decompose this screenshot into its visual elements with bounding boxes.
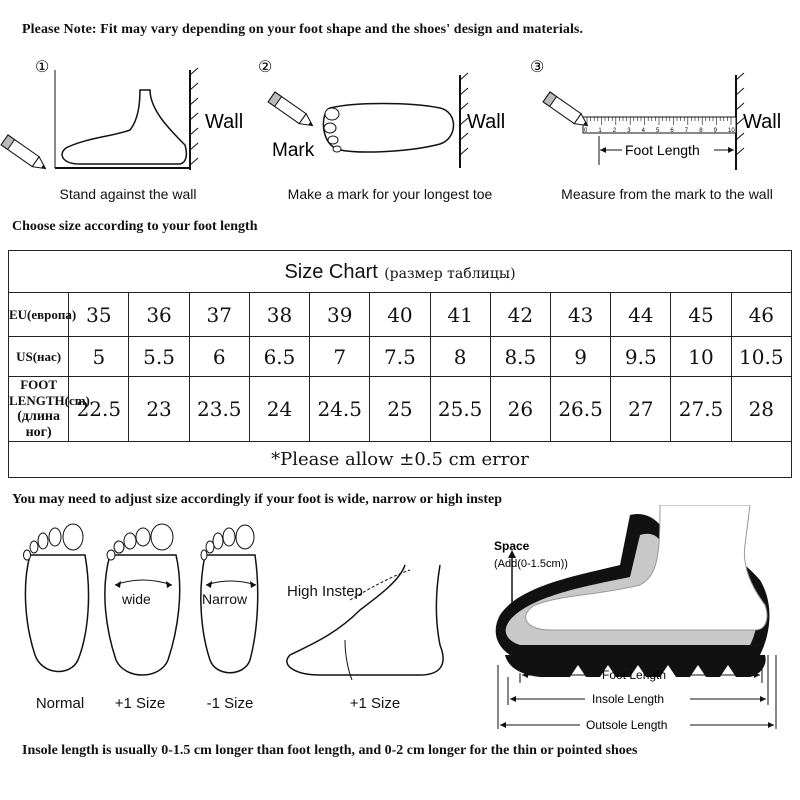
us-size-cell: 7 [310,337,370,377]
high-instep-caption: +1 Size [349,695,401,712]
space-label: Space [494,539,530,553]
space-sub-label: (Add(0-1.5cm)) [494,558,568,570]
step-number: ③ [530,59,545,76]
ruler-tick-label: 3 [627,128,631,134]
foot-sole-icon [323,104,453,153]
step-number: ② [258,59,273,76]
us-size-cell: 8 [430,337,490,377]
foot-length-dim-label: Foot Length [602,668,667,682]
wide-caption: +1 Size [114,695,166,712]
high-instep-label: High Instep [287,583,363,600]
us-size-cell: 5.5 [129,337,189,377]
insole-length-label: Insole Length [592,692,665,706]
step-3 [530,59,781,170]
shoe-diagram [480,505,795,740]
eu-size-cell: 46 [731,293,791,337]
foot-length-cell: 26 [490,377,550,442]
foot-normal [24,524,89,671]
step-3-caption: Measure from the mark to the wall [561,186,773,202]
ruler-tick-label: 7 [684,128,689,134]
error-note: *Please allow ±0.5 cm error [9,442,792,478]
foot-length-label-line1: FOOT LENGTH(cm) [9,377,90,408]
eu-size-cell: 38 [249,293,309,337]
foot-length-cell: 24 [249,377,309,442]
pencil-icon [1,135,49,174]
us-size-cell: 9.5 [611,337,671,377]
pencil-icon [543,92,591,131]
step-number: ① [35,59,50,76]
ruler-tick-label: 0 [584,128,588,134]
foot-side-icon [287,565,443,675]
pencil-icon [268,92,316,131]
ruler-tick-label: 8 [699,128,703,134]
step-2-caption: Make a mark for your longest toe [287,186,493,202]
foot-outline-icon [105,555,180,675]
size-chart-subtitle: (размер таблицы) [384,266,516,282]
us-size-cell: 9 [550,337,610,377]
step-1-caption: Stand against the wall [59,186,197,202]
size-chart-title: Size Chart [284,261,378,283]
eu-size-cell: 44 [611,293,671,337]
eu-label: EU(европа) [9,293,69,337]
us-size-cell: 10.5 [731,337,791,377]
foot-length-cell: 23.5 [189,377,249,442]
foot-length-cell: 28 [731,377,791,442]
foot-length-cell: 27.5 [671,377,731,442]
eu-size-cell: 45 [671,293,731,337]
us-size-cell: 6 [189,337,249,377]
mark-label: Mark [272,140,315,161]
foot-length-cell: 24.5 [310,377,370,442]
ruler-tick-label: 9 [713,128,717,134]
foot-length-cell: 23 [129,377,189,442]
insole-note: Insole length is usually 0-1.5 cm longer than foot length, and 0-2 cm longer for the thin or pointed shoes [22,743,638,758]
eu-size-cell: 42 [490,293,550,337]
narrow-label: Narrow [202,591,248,607]
choose-size-heading: Choose size according to your foot length [12,219,258,234]
ruler-tick-label: 2 [612,128,617,134]
eu-size-cell: 41 [430,293,490,337]
step-1 [1,59,243,174]
normal-caption: Normal [35,695,85,712]
wall-label: Wall [743,111,782,133]
adjust-note: You may need to adjust size accordingly if your foot is wide, narrow or high instep [12,492,503,507]
ruler-tick-label: 10 [728,128,735,134]
foot-length-cell: 22.5 [69,377,129,442]
foot-length-cell: 26.5 [550,377,610,442]
size-chart-title-cell [9,251,792,293]
foot-length-label: Foot Length [625,142,700,158]
step-2 [258,59,505,168]
wall-label: Wall [467,111,506,133]
wall-label: Wall [205,111,244,133]
foot-types [0,515,480,715]
foot-outline-icon [25,555,88,671]
us-size-cell: 8.5 [490,337,550,377]
us-size-cell: 10 [671,337,731,377]
fit-note: Please Note: Fit may vary depending on your foot shape and the shoes' design and materials. [22,22,584,37]
eu-size-cell: 35 [69,293,129,337]
eu-size-cell: 39 [310,293,370,337]
eu-size-cell: 40 [370,293,430,337]
eu-size-cell: 37 [189,293,249,337]
wide-label: wide [122,591,151,607]
foot-length-label [9,377,90,442]
us-size-cell: 6.5 [249,337,309,377]
ruler-tick-label: 6 [670,128,674,134]
foot-outline-icon [201,555,258,673]
foot-icon [62,90,186,164]
ruler-tick-label: 1 [598,128,602,134]
foot-length-cell: 27 [611,377,671,442]
eu-size-cell: 43 [550,293,610,337]
us-size-cell: 5 [69,337,129,377]
ruler-tick-label: 5 [656,128,660,134]
foot-length-cell: 25 [370,377,430,442]
narrow-caption: -1 Size [206,695,254,712]
eu-size-cell: 36 [129,293,189,337]
ruler-tick-label: 4 [641,128,645,134]
foot-length-label-line2: (длина ног) [17,409,60,440]
foot-length-cell: 25.5 [430,377,490,442]
us-size-cell: 7.5 [370,337,430,377]
outsole-length-label: Outsole Length [586,718,668,732]
us-label: US(нас) [9,337,69,377]
size-chart-table [8,250,792,478]
